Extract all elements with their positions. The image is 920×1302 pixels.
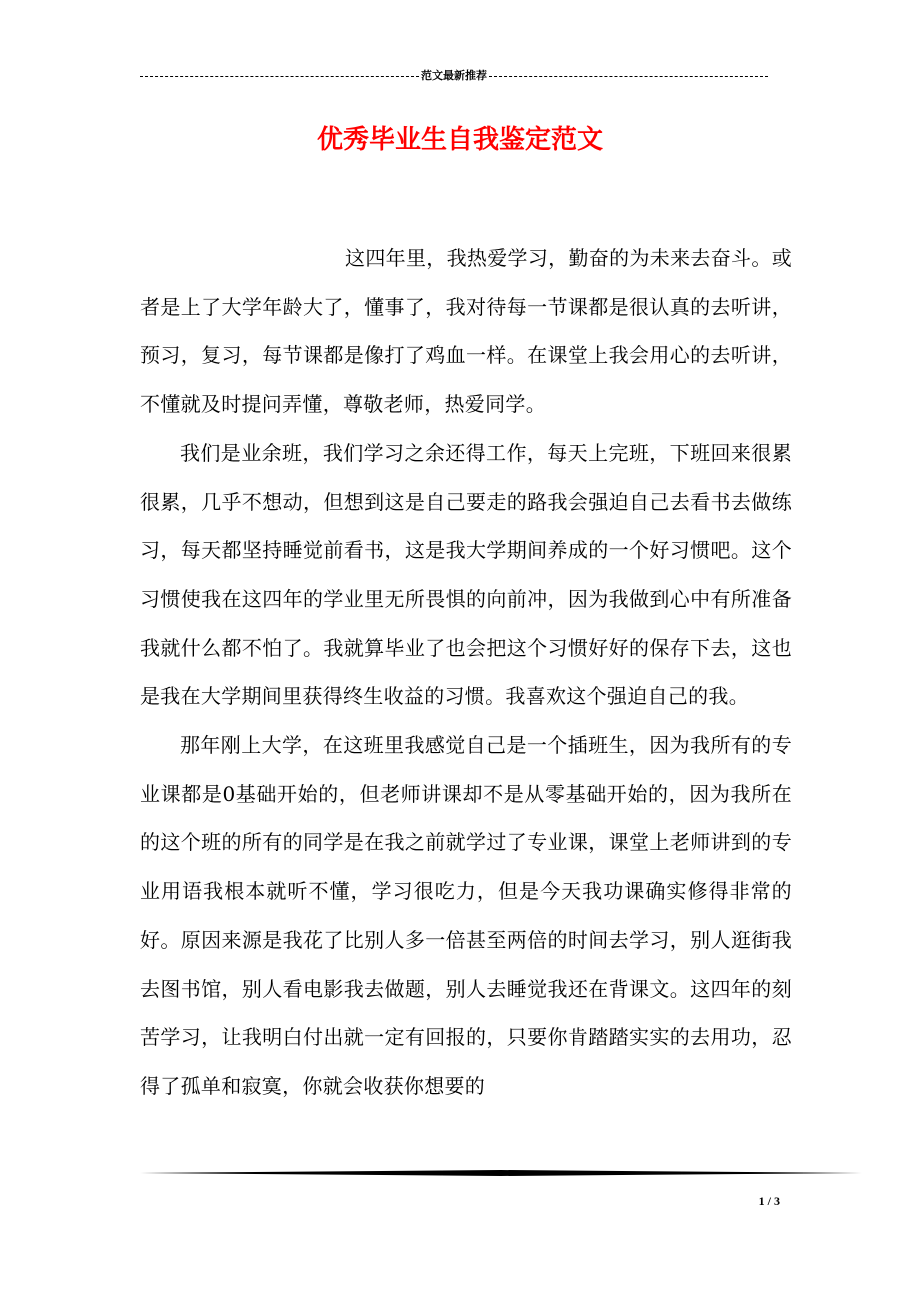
- paragraph-1: 这四年里，我热爱学习，勤奋的为未来去奋斗。或者是上了大学年龄大了，懂事了，我对待每一节课都是很认真的去听讲，预习，复习，每节课都是像打了鸡血一样。在课堂上我会用心的去听讲，不懂就及时提问弄懂，尊敬老师，热爱同学。: [140, 246, 792, 417]
- footer-rule: [140, 1170, 862, 1176]
- document-title: 优秀毕业生自我鉴定范文: [316, 125, 603, 155]
- header-label: 范文最新推荐: [421, 69, 487, 82]
- header-dash-left: [140, 76, 419, 77]
- page-header: [140, 66, 768, 86]
- paragraph-2: 我们是业余班，我们学习之余还得工作，每天上完班，下班回来很累很累，几乎不想动，但想到这是自己要走的路我会强迫自己去看书去做练习，每天都坚持睡觉前看书，这是我大学期间养成的一个好习惯吧。这个习惯使我在这四年的学业里无所畏惧的向前冲，因为我做到心中有所准备我就什么都不怕了。我就算毕业了也会把这个习惯好好的保存下去，这也是我在大学期间里获得终生收益的习惯。我喜欢这个强迫自己的我。: [140, 440, 792, 709]
- document-body: [140, 234, 792, 1111]
- page-number: 1 / 3: [758, 1194, 780, 1208]
- header-dash-right: [489, 76, 768, 77]
- paragraph-3: 那年刚上大学，在这班里我感觉自己是一个插班生，因为我所有的专业课都是0基础开始的，但老师讲课却不是从零基础开始的，因为我所在的这个班的所有的同学是在我之前就学过了专业课，课堂上老师讲到的专业用语我根本就听不懂，学习很吃力，但是今天我功课确实修得非常的好。原因来源是我花了比别人多一倍甚至两倍的时间去学习，别人逛街我去图书馆，别人看电影我去做题，别人去睡觉我还在背课文。这四年的刻苦学习，让我明白付出就一定有回报的，只要你肯踏踏实实的去用功，忍得了孤单和寂寞，你就会收获你想要的: [140, 733, 792, 1098]
